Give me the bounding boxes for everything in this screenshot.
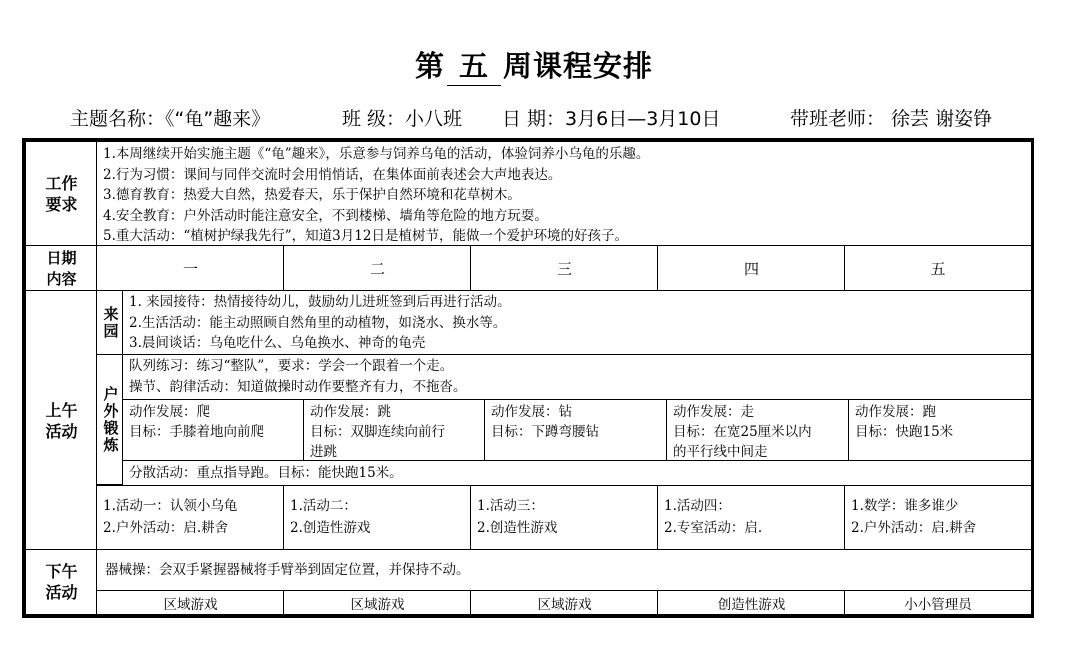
- arrival-label: [96, 290, 124, 356]
- activity-line: 1.活动二：: [290, 498, 357, 514]
- motor-goal: 目标：快跑15米: [855, 424, 954, 440]
- motor-skill: 动作发展：钻: [491, 404, 572, 420]
- activity-day-5: [844, 485, 1032, 551]
- activity-line: 1.数学：谁多谁少: [851, 498, 959, 514]
- activity-day-4: [657, 485, 846, 551]
- motor-goal-cont: 的平行线中间走: [673, 444, 768, 460]
- outdoor-label-text: 户外锻炼: [101, 385, 120, 454]
- work-line: 1.本周继续开始实施主题《“龟”趣来》，乐意参与饲养乌龟的活动，体验饲养小乌龟的乐趣。: [103, 146, 650, 162]
- afternoon-game-2: 区域游戏: [283, 590, 472, 615]
- outdoor-day-3: [484, 399, 668, 462]
- outdoor-routine: [122, 354, 1032, 401]
- activity-line: 2.创造性游戏: [290, 520, 371, 536]
- theme-name: 主题名称：《“龟”趣来》: [70, 108, 271, 130]
- outdoor-day-1: [122, 399, 305, 462]
- outdoor-group: 分散活动：重点指导跑。目标：能快跑15米。: [122, 460, 1032, 487]
- schedule-table: [22, 138, 1034, 618]
- motor-skill: 动作发展：跳: [310, 404, 391, 420]
- title-prefix: 第: [414, 49, 445, 83]
- work-line: 3.德育教育：热爱大自然，热爱春天，乐于保护自然环境和花草树木。: [103, 187, 521, 203]
- outdoor-line: 操节、韵律活动：知道做操时动作要整齐有力，不拖沓。: [129, 378, 467, 395]
- activity-day-1: [96, 485, 285, 551]
- work-label: 工作 要求: [25, 141, 98, 247]
- week-number: 五: [447, 44, 501, 86]
- arrival-line: 1. 来园接待：热情接待幼儿，鼓励幼儿进班签到后再进行活动。: [129, 294, 511, 310]
- motor-goal: 目标：手膝着地向前爬: [129, 424, 264, 440]
- afternoon-game-5: 小小管理员: [844, 590, 1032, 615]
- motor-goal: 目标：双脚连续向前行: [310, 424, 445, 440]
- activity-line: 1.活动四：: [664, 498, 731, 514]
- afternoon-label: 下午 活动: [25, 549, 98, 615]
- outdoor-label: [96, 354, 124, 485]
- page-title: [0, 44, 1068, 86]
- motor-goal: 目标：在宽25厘米以内: [673, 424, 812, 440]
- motor-skill: 动作发展：走: [673, 404, 754, 420]
- class-name: 班 级：小八班: [342, 108, 463, 130]
- date-label: 日期 内容: [25, 245, 98, 292]
- activity-day-3: [470, 485, 659, 551]
- teachers: 带班老师： 徐芸 谢姿铮: [790, 108, 993, 130]
- motor-goal-cont: 进跳: [310, 444, 337, 460]
- afternoon-game-3: 区域游戏: [470, 590, 659, 615]
- day-wednesday: 三: [470, 245, 659, 292]
- arrival-line: 3.晨间谈话：乌龟吃什么、乌龟换水、神奇的龟壳: [129, 335, 426, 351]
- outdoor-day-2: [303, 399, 486, 462]
- work-line: 4.安全教育：户外活动时能注意安全，不到楼梯、墙角等危险的地方玩耍。: [103, 207, 548, 224]
- outdoor-line: 队列练习：练习“整队”，要求：学会一个跟着一个走。: [129, 358, 454, 374]
- work-requirements: [96, 141, 1032, 247]
- activity-line: 1.活动三：: [477, 498, 544, 514]
- motor-goal: 目标：下蹲弯腰钻: [491, 424, 599, 440]
- morning-label: 上午 活动: [25, 290, 98, 551]
- work-line: 5.重大活动：“植树护绿我先行”，知道3月12日是植树节，能做一个爱护环境的好孩子。: [103, 228, 628, 244]
- motor-skill: 动作发展：爬: [129, 404, 210, 420]
- day-thursday: 四: [657, 245, 846, 292]
- arrival-content: [122, 290, 1032, 356]
- outdoor-day-4: [666, 399, 850, 462]
- date-range: 日 期：3月6日—3月10日: [502, 108, 721, 130]
- title-suffix: 周课程安排: [503, 49, 654, 83]
- activity-line: 2.户外活动：启.耕舍: [851, 520, 977, 536]
- activity-line: 2.创造性游戏: [477, 520, 558, 536]
- day-friday: 五: [844, 245, 1032, 292]
- outdoor-day-5: [848, 399, 1032, 462]
- afternoon-game-4: 创造性游戏: [657, 590, 846, 615]
- motor-skill: 动作发展：跑: [855, 404, 936, 420]
- activity-day-2: [283, 485, 472, 551]
- activity-line: 2.专室活动：启.: [664, 520, 763, 536]
- day-tuesday: 二: [283, 245, 472, 292]
- afternoon-game-1: 区域游戏: [96, 590, 285, 615]
- arrival-label-text: 来园: [101, 306, 120, 340]
- equipment-exercise: 器械操：会双手紧握器械将手臂举到固定位置，并保持不动。: [96, 549, 1032, 592]
- activity-line: 2.户外活动：启.耕舍: [103, 520, 229, 536]
- work-line: 2.行为习惯：课间与同伴交流时会用悄悄话，在集体面前表述会大声地表达。: [103, 166, 562, 183]
- arrival-line: 2.生活活动：能主动照顾自然角里的动植物，如浇水、换水等。: [129, 314, 507, 331]
- activity-line: 1.活动一：认领小乌龟: [103, 498, 238, 514]
- day-monday: 一: [96, 245, 285, 292]
